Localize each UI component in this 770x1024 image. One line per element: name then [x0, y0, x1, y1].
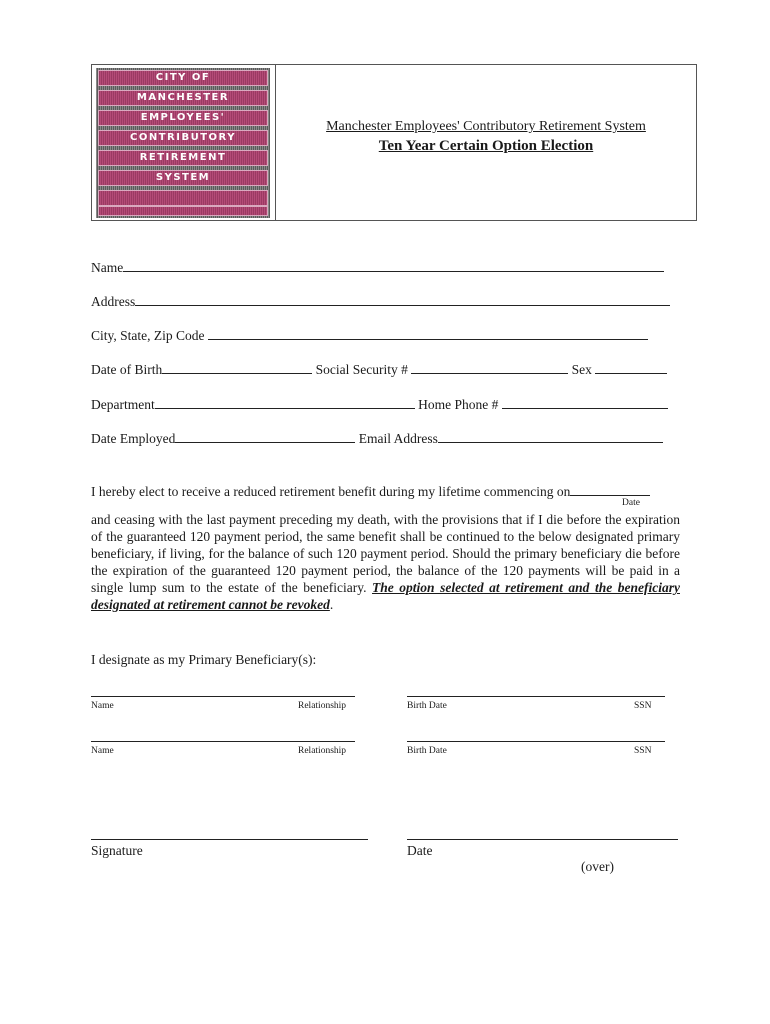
birth-ssn-sex-row — [91, 361, 667, 378]
department-label: Department — [91, 397, 155, 412]
beneficiary-1-birth-date-label: Birth Date — [407, 701, 447, 711]
logo-line-2: MANCHESTER — [98, 90, 268, 106]
city-state-zip-label: City, State, Zip Code — [91, 328, 205, 343]
beneficiary-1-relationship-label: Relationship — [298, 701, 347, 711]
beneficiary-heading: I designate as my Primary Beneficiary(s): — [91, 652, 317, 667]
logo-line-5: RETIREMENT — [98, 150, 268, 166]
logo-line-6: SYSTEM — [98, 170, 268, 186]
logo-line-4: CONTRIBUTORY — [98, 130, 268, 146]
election-intro-row — [91, 483, 650, 500]
address-label: Address — [91, 294, 136, 309]
sex-label: Sex — [571, 362, 592, 377]
irrevocable-notice: The option selected at retirement and the beneficiary designated at retirement cannot be revoked — [91, 580, 680, 612]
logo-line-3: EMPLOYEES' — [98, 110, 268, 126]
date-employed-label: Date Employed — [91, 431, 176, 446]
beneficiary-2-name-field[interactable] — [91, 741, 355, 742]
logo-line-8 — [98, 206, 268, 216]
signature-date-label: Date — [407, 843, 433, 858]
beneficiary-2-ssn-label: SSN — [634, 746, 652, 756]
signature-field[interactable] — [91, 839, 368, 840]
election-paragraph — [91, 511, 680, 613]
organization-title: Manchester Employees' Contributory Retirement System — [326, 119, 646, 134]
beneficiary-2-birth-date-label: Birth Date — [407, 746, 447, 756]
email-field[interactable] — [438, 430, 663, 443]
beneficiary-2-name-label: Name — [91, 746, 114, 756]
ssn-label: Social Security # — [315, 362, 408, 377]
election-intro-text: I hereby elect to receive a reduced retirement benefit during my lifetime commencing on — [91, 484, 571, 499]
employed-email-row — [91, 430, 663, 447]
form-header — [91, 64, 697, 221]
over-note: (over) — [581, 859, 614, 874]
logo-line-1: CITY OF — [98, 70, 268, 86]
date-employed-field[interactable] — [175, 430, 355, 443]
home-phone-field[interactable] — [502, 396, 668, 409]
department-field[interactable] — [155, 396, 415, 409]
beneficiary-1-name-label: Name — [91, 701, 114, 711]
email-label: Email Address — [358, 431, 438, 446]
name-field[interactable] — [123, 259, 664, 272]
beneficiary-1-ssn-label: SSN — [634, 701, 652, 711]
address-row — [91, 293, 670, 310]
date-of-birth-field[interactable] — [162, 361, 312, 374]
city-state-zip-row — [91, 327, 648, 344]
commencement-date-field[interactable] — [570, 483, 650, 496]
ssn-field[interactable] — [411, 361, 568, 374]
election-end-period: . — [329, 597, 334, 612]
date-caption: Date — [622, 498, 640, 508]
beneficiary-1-birth-ssn-field[interactable] — [407, 696, 665, 697]
address-field[interactable] — [135, 293, 670, 306]
signature-label: Signature — [91, 843, 143, 858]
beneficiary-2-relationship-label: Relationship — [298, 746, 347, 756]
name-row — [91, 259, 664, 276]
date-of-birth-label: Date of Birth — [91, 362, 163, 377]
form-title: Ten Year Certain Option Election — [378, 138, 594, 154]
department-phone-row — [91, 396, 668, 413]
signature-date-field[interactable] — [407, 839, 678, 840]
home-phone-label: Home Phone # — [418, 397, 499, 412]
organization-logo — [92, 65, 276, 220]
beneficiary-2-birth-ssn-field[interactable] — [407, 741, 665, 742]
logo-background — [96, 68, 270, 218]
city-state-zip-field[interactable] — [208, 327, 648, 340]
election-body-text: and ceasing with the last payment preceding my death, with the provisions that if I die before the expiration of the guaranteed 120 payment period, the same benefit shall be continued to the below designated primary beneficiary, if living, for the balance of such 120 payment period. Should the primary beneficiary die before the expiration of the guaranteed 120 payment period, the balance of the 120 payments will be paid in a single lump sum to the estate of the beneficiary. — [91, 512, 680, 595]
beneficiary-1-name-field[interactable] — [91, 696, 355, 697]
logo-line-7 — [98, 190, 268, 206]
name-label: Name — [91, 260, 124, 275]
sex-field[interactable] — [595, 361, 667, 374]
